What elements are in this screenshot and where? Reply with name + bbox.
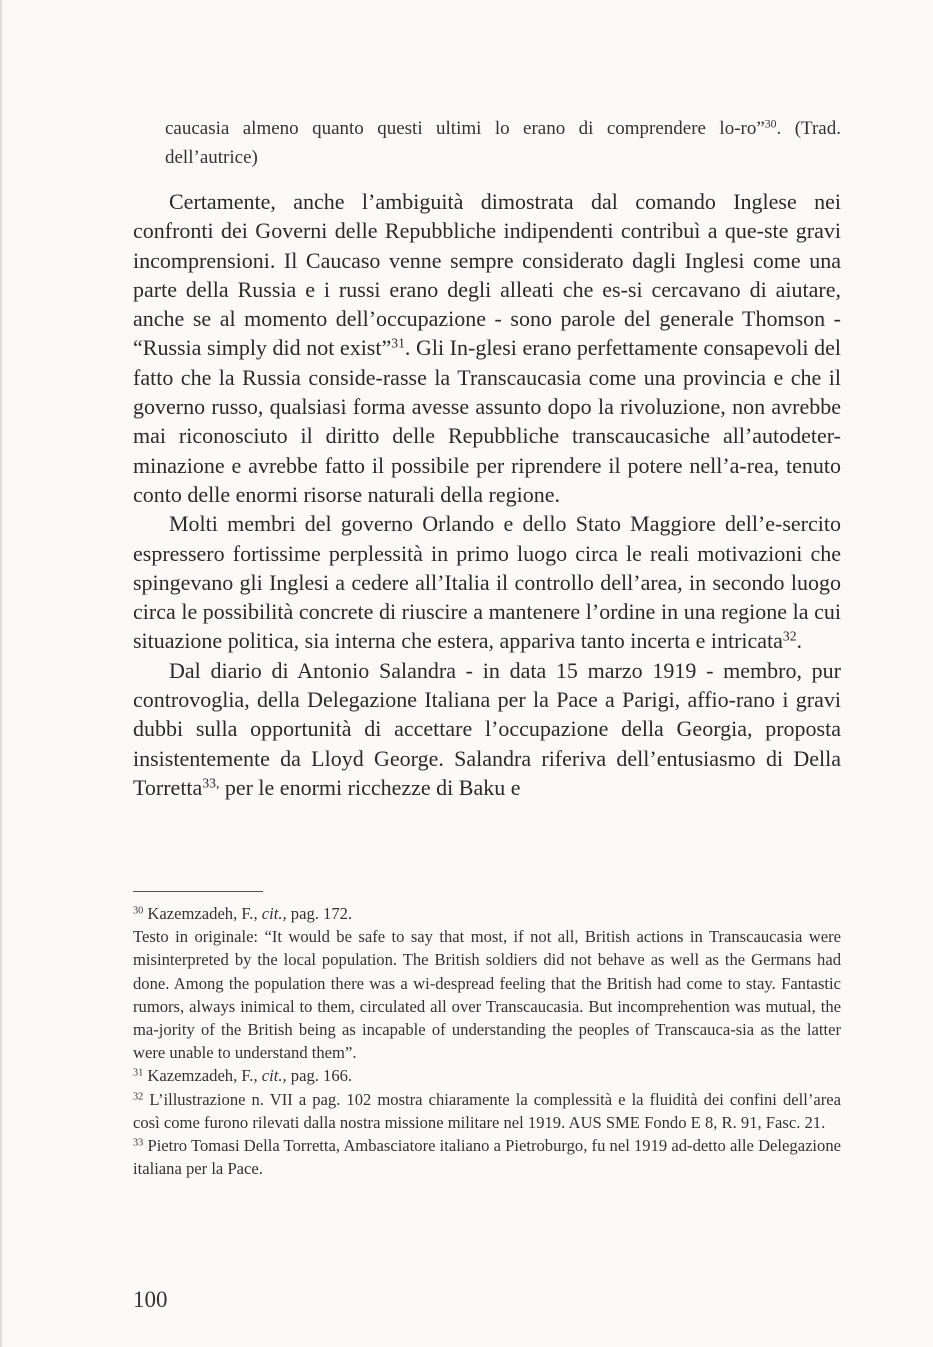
footnote-31 xyxy=(133,1064,841,1087)
footnote-30 xyxy=(133,902,841,925)
paragraph-3-text-b: per le enormi ricchezze di Baku e xyxy=(219,774,521,800)
footnote-author: Kazemzadeh, F., xyxy=(143,1066,262,1086)
footnote-30-original-text: Testo in originale: “It would be safe to say that most, if not all, British actions in Transcaucasia were misinterpreted by the local population. The British soldiers did not behave as well as the Germans had done. Among the population there was a wi-despread feeling that the British had come to stay. Fantastic rumors, always inimical to them, circulated all over Transcaucasia. But incomprehention was mutual, the ma-jority of the British being as incapable of understanding the peoples of Transcauca-sia as the latter were unable to understand them”. xyxy=(133,927,841,1063)
footnote-text: Pietro Tomasi Della Torretta, Ambasciatore italiano a Pietroburgo, fu nel 1919 ad-detto alle Delegazione italiana per la Pace. xyxy=(133,1136,841,1179)
footnote-ref-30[interactable]: 30 xyxy=(764,117,777,131)
footnote-number: 30 xyxy=(133,905,144,917)
footnote-ref-31[interactable]: 31 xyxy=(391,335,405,351)
footnote-page: pag. 172. xyxy=(286,904,353,923)
footnotes xyxy=(133,902,841,1180)
footnote-cit: cit., xyxy=(261,1066,287,1086)
body-text xyxy=(133,187,841,802)
footnote-33 xyxy=(133,1134,841,1180)
footnote-ref-32[interactable]: 32 xyxy=(782,628,797,644)
footnote-number: 31 xyxy=(133,1067,144,1079)
page-number: 100 xyxy=(133,1287,168,1312)
paragraph-1-text-b: . Gli In-glesi erano perfettamente consapevoli del fatto che la Russia conside-rasse la Transcaucasia come una provincia e che il governo russo, qualsiasi forma avesse assunto dopo la rivoluzione, non avrebbe mai riconosciuto il diritto delle Repubbliche transcaucasiche all’autodeter-minazione e avrebbe fatto il possibile per riprendere il potere nell’a-rea, tenuto conto delle enormi risorse naturali della regione. xyxy=(133,335,841,507)
paragraph-3 xyxy=(133,656,841,802)
paragraph-2-text-b: . xyxy=(796,628,803,654)
footnote-page: pag. 166. xyxy=(286,1066,353,1086)
footnote-text: L’illustrazione n. VII a pag. 102 mostra chiaramente la complessità e la fluidità dei confini dell’area così come furono rilevati dalla nostra missione militare nel 1919. AUS SME Fondo E 8, R. 91, Fasc. 21. xyxy=(133,1089,841,1132)
quote-tail: . (Trad. dell’autrice) xyxy=(165,118,841,168)
quote-text: caucasia almeno quanto questi ultimi lo erano di comprendere lo-ro” xyxy=(165,118,765,139)
paragraph-3-text-a: Dal diario di Antonio Salandra - in data 15 marzo 1919 - membro, pur controvoglia, della Delegazione Italiana per la Pace a Parigi, affio-rano i gravi dubbi sulla opportunità di accettare l’occupazione della Georgia, proposta insistentemente da Lloyd George. Salandra riferiva dell’entusiasmo di Della Torretta xyxy=(133,657,841,800)
footnote-divider xyxy=(133,891,263,892)
block-quote xyxy=(165,115,841,172)
paragraph-1 xyxy=(133,187,841,509)
footnote-author: Kazemzadeh, F., xyxy=(143,904,262,923)
paragraph-2-text-a: Molti membri del governo Orlando e dello Stato Maggiore dell’e-sercito espressero fortissime perplessità in primo luogo circa le reali motivazioni che spingevano gli Inglesi a cedere all’Italia il controllo dell’area, in secondo luogo circa le possibilità concrete di riuscire a mantenere l’ordine in una regione la cui situazione politica, sia interna che estera, appariva tanto incerta e intricata xyxy=(133,511,841,654)
footnote-32 xyxy=(133,1088,841,1134)
paragraph-1-text-a: Certamente, anche l’ambiguità dimostrata dal comando Inglese nei confronti dei Governi delle Repubbliche indipendenti contribuì a que-ste gravi incomprensioni. Il Caucaso venne sempre considerato dagli Inglesi come una parte della Russia e i russi erano degli alleati che es-si cercavano di aiutare, anche se al momento dell’occupazione - sono parole del generale Thomson - “Russia simply did not exist” xyxy=(133,189,841,361)
footnote-number: 32 xyxy=(133,1090,144,1102)
footnote-ref-33[interactable]: 33, xyxy=(202,775,220,791)
footnote-number: 33 xyxy=(133,1137,144,1149)
footnote-cit: cit., xyxy=(261,904,287,923)
paragraph-2 xyxy=(133,509,841,655)
page-edge xyxy=(0,0,3,1347)
